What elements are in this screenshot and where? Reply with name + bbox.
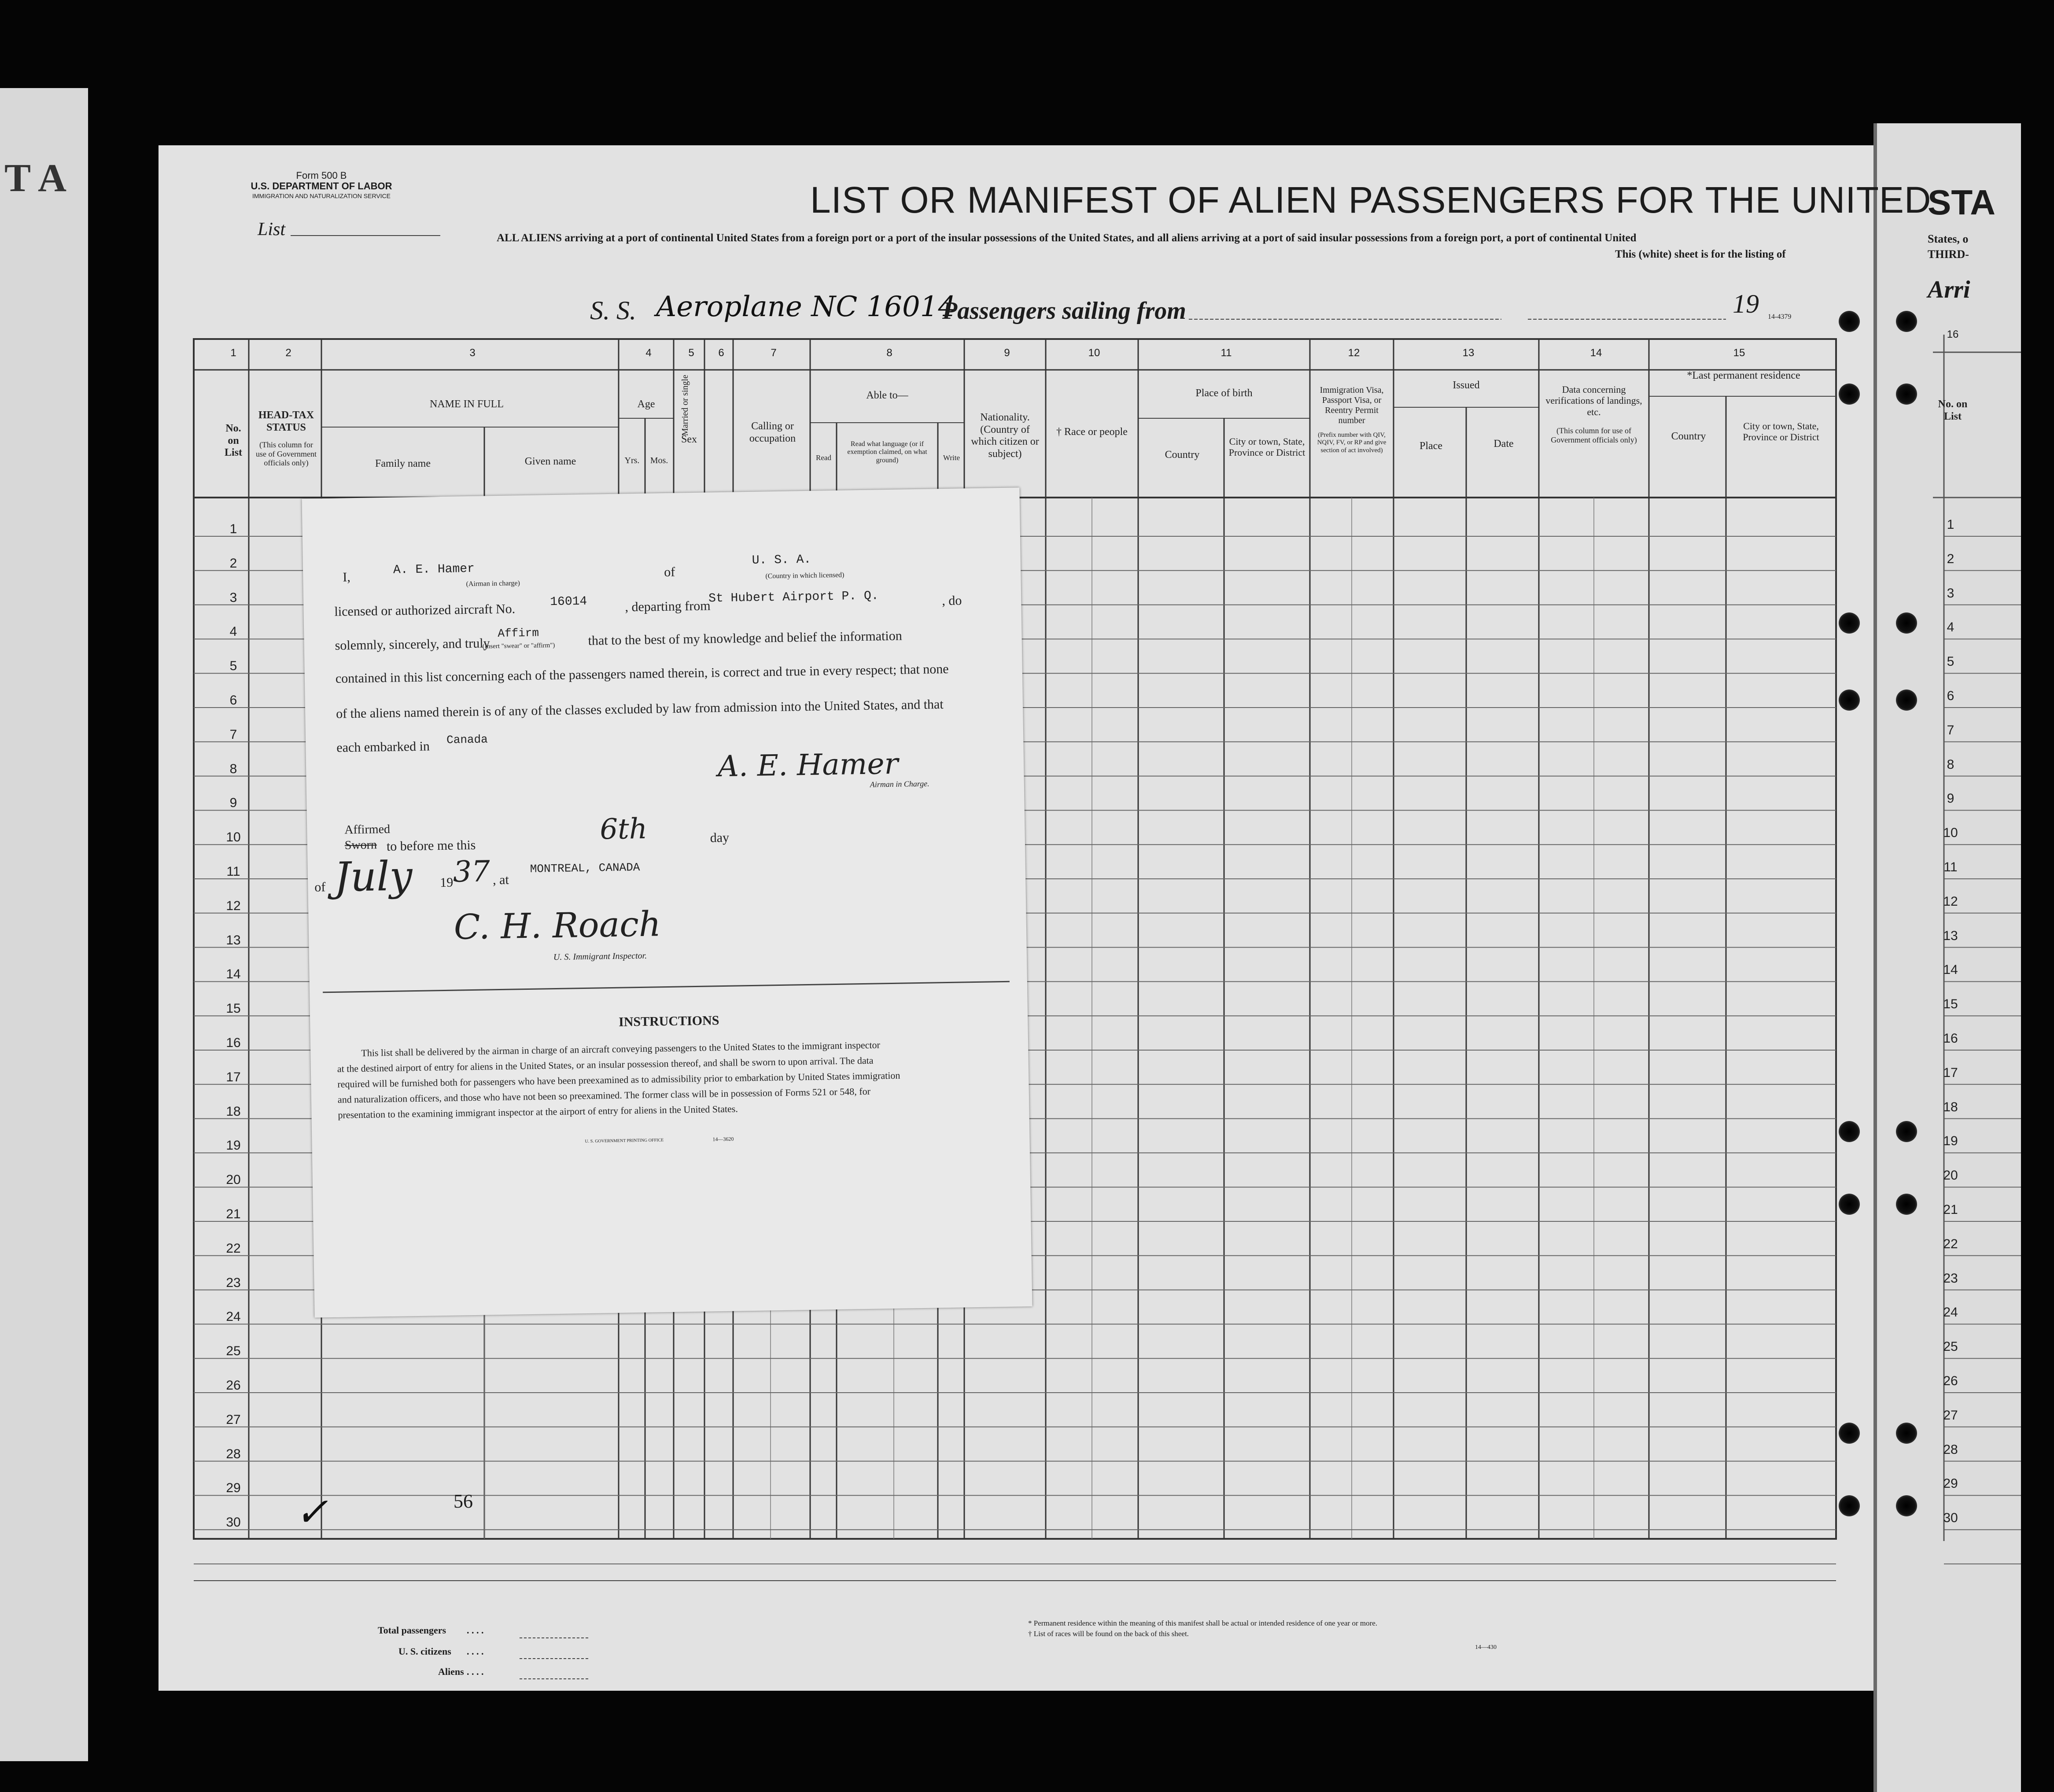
aff-country-caption: (Country in which licensed) [765,571,844,580]
manifest-title: LIST OR MANIFEST OF ALIEN PASSENGERS FOR THE UNITED [810,179,1932,221]
row-number-right: 6 [1947,689,1954,703]
aff-inspector-signature: C. H. Roach [454,904,661,948]
column-number: 13 [1462,347,1475,359]
row-number: 19 [226,1138,241,1153]
punch-hole [1896,1194,1917,1215]
row-number: 12 [226,898,241,913]
aff-instructions-title: INSTRUCTIONS [618,1013,719,1029]
col-race: † Race or people [1056,426,1128,438]
aliens: Aliens [438,1666,464,1677]
col-city-15: City or town, State, Province or District [1743,420,1819,443]
aff-instructions-1: This list shall be delivered by the airman in charge of an aircraft conveying passengers to the United States to the immigrant inspector [361,1039,881,1058]
row-number-right: 18 [1943,1099,1958,1114]
row-number-right: 3 [1947,586,1954,601]
aff-of: of [664,564,675,580]
row-number: 3 [229,590,237,605]
col-date: Date [1493,438,1514,450]
aff-embarked-label: each embarked in [336,739,430,755]
row-number: 8 [229,761,237,776]
right-fragment-3: Arri [1928,276,1970,303]
col-yrs: Yrs. [624,456,640,465]
aff-divider [323,981,1010,993]
left-page-fragment: T A [4,156,66,200]
row-number: 20 [226,1173,241,1187]
col-family-name: Family name [375,458,431,469]
aff-embarked: Canada [446,733,488,747]
row-number: 18 [226,1104,241,1119]
col-city: City or town, State, Province or District [1228,436,1305,458]
aff-line2: contained in this list concerning each of the passengers named therein, is correct and true in every respect; that none [335,661,949,686]
row-number-right: 7 [1947,723,1954,737]
punch-hole [1839,1423,1860,1444]
aff-affirmed: Affirmed [344,822,391,837]
column-number: 5 [688,347,694,359]
punch-hole [1839,612,1860,634]
column-number: 15 [1733,347,1745,359]
aff-year: 37 [453,854,490,889]
aff-day-label: day [710,830,730,845]
col-no-on-list: No. on List [224,423,242,459]
row-number: 29 [226,1481,241,1496]
aff-licensed: licensed or authorized aircraft No. [334,601,516,619]
row-number-right: 2 [1947,551,1954,566]
form-code: 14-4379 [1768,313,1792,321]
row-number-right: 4 [1947,620,1954,635]
row-number: 27 [226,1412,241,1427]
footer-form-code: 14—430 [1475,1644,1497,1651]
col-read-language: Read what language (or if exemption claimed, on what ground) [847,440,927,464]
row-number-right: 24 [1943,1305,1958,1320]
col-country: Country [1165,449,1200,461]
row-number-right: 5 [1947,654,1954,669]
col-able-to: Able to— [866,390,908,401]
column-number: 7 [771,347,777,359]
row-number: 7 [229,727,237,742]
column-number: 11 [1221,347,1232,359]
col-visa-note: (Prefix number with QIV, NQIV, FV, or RP and give section of act involved) [1317,431,1387,454]
aff-airman-name: A. E. Hamer [393,562,475,577]
row-number: 4 [229,624,237,639]
row-number-right: 11 [1943,860,1958,874]
aff-insert-caption: (Insert "swear" or "affirm") [482,642,555,650]
punch-hole [1896,612,1917,634]
col-married [680,431,698,436]
punch-hole [1839,1194,1860,1215]
col-mos: Mos. [650,456,668,465]
row-number-right: 23 [1943,1271,1958,1286]
sailing-label: Passengers sailing from [942,297,1186,324]
total-passengers-dots: . . . . [467,1625,484,1636]
col-place-of-birth: Place of birth [1195,387,1253,399]
right-fragment-1: States, o [1928,232,1969,245]
service: IMMIGRATION AND NATURALIZATION SERVICE [252,192,391,199]
aff-inspector-caption: U. S. Immigrant Inspector. [553,951,647,962]
row-number-right: 19 [1943,1134,1958,1149]
subtitle-line2: This (white) sheet is for the listing of [1615,248,1786,260]
punch-hole [1896,1495,1917,1516]
punch-hole [1896,311,1917,332]
aff-airman-in-charge: Airman in Charge. [870,779,929,789]
row-number-right: 16 [1943,1031,1958,1046]
row-number-right: 30 [1943,1511,1958,1526]
aff-instructions-5: presentation to the examining immigrant inspector at the airport of entry for aliens in the United States. [338,1103,738,1121]
column-number: 14 [1590,347,1602,359]
aff-place: MONTREAL, CANADA [530,860,640,876]
aliens-dots: . . . . [467,1666,484,1677]
col-read: Read [816,454,831,462]
col-age: Age [637,398,655,410]
row-number: 25 [226,1344,241,1359]
aff-printing: U. S. GOVERNMENT PRINTING OFFICE [585,1138,664,1144]
col-data-concerning: Data concerning verifications of landings, etc. [1545,384,1642,417]
row-number: 10 [226,830,241,845]
col-visa: Immigration Visa, Passport Visa, or Reentry Permit number [1320,385,1384,425]
row-number: 28 [226,1446,241,1461]
aff-instructions-2: at the destined airport of entry for aliens in the United States, or an insular possession thereof, and shall be sworn to upon arrival. The data [337,1055,874,1074]
department: U.S. DEPARTMENT OF LABOR [251,181,392,192]
footer-note-2: † List of races will be found on the back of this sheet. [1028,1630,1189,1638]
column-number: 3 [469,347,476,359]
title-right-fragment: STA [1928,183,1996,222]
row-number-right: 15 [1943,997,1958,1012]
row-number-right: 25 [1943,1339,1958,1354]
row-number-right: 17 [1943,1065,1958,1080]
vessel-name: Aeroplane NC 16014 [656,291,956,323]
subtitle-line1: ALL ALIENS arriving at a port of continental United States from a foreign port or a port of the insular possessions of the United States, and all aliens arriving at a port of said insular possessions from a foreign port, a port of continental United [497,232,1637,244]
aff-i: I, [343,570,351,585]
punch-hole [1839,690,1860,711]
aff-month: July [334,852,413,901]
row-number: 26 [226,1378,241,1393]
form-number: Form 500 B [296,170,347,181]
col-given-name: Given name [524,456,576,467]
row-number-right: 28 [1943,1442,1958,1457]
row-number: 15 [226,1001,241,1016]
punch-hole [1896,690,1917,711]
row-number: 21 [226,1207,241,1221]
page-number: 56 [454,1490,473,1512]
row-number-right: 27 [1943,1408,1958,1423]
row-number-right: 13 [1943,928,1958,943]
row-number: 17 [226,1069,241,1084]
total-passengers: Total passengers [378,1625,446,1636]
aff-sworn-struck: Sworn [344,838,377,852]
row-number-right: 8 [1947,757,1954,772]
aff-before-me: to before me this [386,837,476,854]
aff-instructions-3: required will be furnished both for passengers who have been preexamined as to admissibility prior to embarkation by United States immigration [337,1069,900,1090]
col-head-tax: HEAD-TAX STATUS [258,409,314,433]
aff-printing-code: 14—3620 [712,1136,734,1143]
col-issued: Issued [1453,380,1480,391]
row-number-right: 26 [1943,1374,1958,1388]
aff-day: 6th [599,812,648,846]
aff-of-2: of [314,880,326,895]
aff-solemnly: solemnly, sincerely, and truly [335,636,490,653]
right-fragment-2: THIRD- [1928,248,1969,261]
row-number: 24 [226,1309,241,1324]
column-number: 9 [1004,347,1010,359]
aff-aircraft-no: 16014 [550,594,587,609]
punch-hole [1896,1423,1917,1444]
punch-hole [1839,311,1860,332]
list-label: List [258,219,286,240]
col-write: Write [943,454,960,462]
column-number: 16 [1947,328,1959,340]
aff-year-prefix: 19 [439,875,454,890]
col-country-15: Country [1671,431,1706,442]
column-number: 10 [1088,347,1100,359]
aff-signature: A. E. Hamer [717,746,899,784]
column-number: 4 [645,347,652,359]
col-head-tax-note: (This column for use of Government officials only) [256,440,317,468]
year-label: 19 [1733,289,1759,318]
row-number: 11 [226,864,240,879]
row-number: 22 [226,1241,241,1256]
column-number: 1 [230,347,236,359]
row-number-right: 21 [1943,1202,1958,1217]
punch-hole [1839,1121,1860,1142]
row-number: 6 [229,693,237,708]
col-place: Place [1420,440,1442,452]
row-number: 23 [226,1275,241,1290]
col-sex: Sex [681,434,697,445]
punch-hole [1896,383,1917,405]
aff-do: , do [942,593,962,608]
punch-hole [1896,1121,1917,1142]
row-number-right: 29 [1943,1476,1958,1491]
row-number-right: 22 [1943,1236,1958,1251]
footer-note-1: * Permanent residence within the meaning of this manifest shall be actual or intended residence of one year or more. [1028,1619,1378,1627]
row-number: 16 [226,1036,241,1050]
col-nationality: Nationality. (Country of which citizen or subject) [971,412,1039,460]
row-number: 9 [229,796,237,811]
col-data-note: (This column for use of Government officials only) [1551,426,1637,444]
row-number-right: 14 [1943,962,1958,977]
ss-label: S. S. [590,296,636,325]
checkmark: ✓ [295,1489,328,1535]
col-last-residence: *Last permanent residence [1687,370,1800,381]
row-number: 14 [226,967,241,982]
row-number-right: 12 [1943,894,1958,909]
punch-hole [1839,383,1860,405]
row-number-right: 1 [1947,517,1954,532]
col-calling: Calling or occupation [749,420,796,444]
row-number: 2 [229,556,237,571]
row-number-right: 10 [1943,826,1958,841]
punch-hole [1839,1495,1860,1516]
aff-at: , at [492,872,509,888]
col-name-in-full: NAME IN FULL [430,398,504,410]
row-number: 1 [229,522,237,536]
us-citizens: U. S. citizens [398,1646,451,1657]
col-no-on-list-right: No. on List [1938,398,1968,422]
us-citizens-dots: . . . . [467,1646,484,1657]
row-number: 30 [226,1515,241,1530]
column-number: 6 [718,347,724,359]
aff-departing: , departing from [625,598,711,615]
row-number-right: 20 [1943,1168,1958,1183]
aff-airman-caption: (Airman in charge) [466,579,520,588]
aff-affirm: Affirm [498,626,539,640]
row-number-right: 9 [1947,791,1954,806]
column-number: 12 [1348,347,1360,359]
aff-belief: that to the best of my knowledge and belief the information [588,628,902,648]
affidavit-slip [302,487,1032,1317]
aff-departure: St Hubert Airport P. Q. [708,589,879,606]
row-number: 5 [229,659,237,674]
row-number: 13 [226,933,241,948]
aff-instructions-4: and naturalization officers, and those who have not been so preexamined. The former class will be in possession of Forms 521 or 548, for [337,1085,871,1105]
aff-country: U. S. A. [752,553,811,568]
column-number: 8 [886,347,892,359]
aff-line3: of the aliens named therein is of any of the classes excluded by law from admission into the United States, and that [336,697,944,721]
column-number: 2 [285,347,291,359]
